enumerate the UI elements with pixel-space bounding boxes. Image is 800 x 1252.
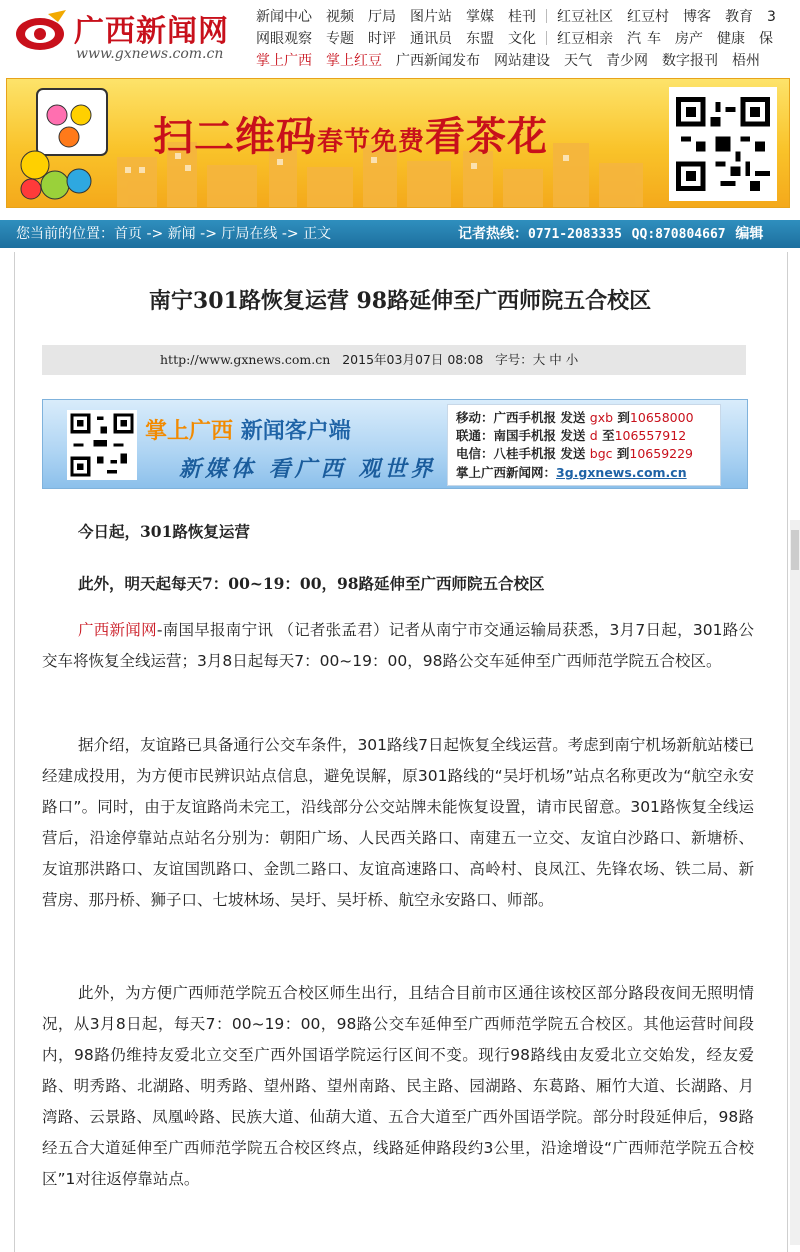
nav-link[interactable]: 青少网: [606, 53, 648, 69]
nav-link[interactable]: 红豆社区: [557, 9, 613, 25]
nav-link[interactable]: 掌媒: [466, 9, 494, 25]
nav-link[interactable]: 车: [647, 31, 661, 47]
breadcrumb-current: 正文: [303, 226, 332, 242]
nav-link[interactable]: 健康: [717, 31, 745, 47]
mobile-news-ad[interactable]: [42, 399, 748, 489]
hotline-number: 0771-2083335: [528, 227, 622, 242]
nav-link[interactable]: 数字报刊: [662, 53, 718, 69]
lead-line-1: 今日起，301路恢复运营: [78, 522, 250, 541]
nav-link[interactable]: 视频: [326, 9, 354, 25]
banner-title: 扫二维码春节免费看茶花: [153, 113, 549, 160]
nav-link-red[interactable]: 掌上红豆: [326, 53, 382, 69]
nav-row-1: [256, 6, 790, 28]
sms-line-mobile: 移动：广西手机报 发送 gxb 到10658000: [456, 410, 694, 425]
breadcrumb-bar: [0, 220, 800, 248]
nav-link[interactable]: 房产: [675, 31, 703, 47]
nav-link[interactable]: 博客: [683, 9, 711, 25]
nav-link[interactable]: 东盟: [466, 31, 494, 47]
nav-link[interactable]: 保: [759, 31, 773, 47]
nav-link-red[interactable]: 掌上广西: [256, 53, 312, 69]
scrollbar-thumb[interactable]: [791, 530, 799, 570]
breadcrumb-section[interactable]: 厅局在线: [221, 226, 278, 242]
logo-mark-icon: [14, 10, 72, 52]
nav-link[interactable]: 梧州: [732, 53, 760, 69]
nav-link[interactable]: 文化: [508, 31, 536, 47]
fontsize-medium[interactable]: 中: [549, 352, 562, 367]
logo-url: www.gxnews.com.cn: [76, 46, 224, 62]
nav-link[interactable]: 3: [767, 9, 776, 25]
sms-subscribe-panel: [447, 404, 721, 486]
paragraph-1: 广西新闻网-南国早报南宁讯 （记者张孟君）记者从南宁市交通运输局获悉，3月7日起，301路公交车将恢复全线运营；3月8日起每天7：00~19：00，98路公交车延伸至广西师范学院五合校区。: [42, 621, 754, 670]
lead-line-2: 此外，明天起每天7：00~19：00，98路延伸至广西师院五合校区: [78, 574, 545, 593]
scrollbar[interactable]: [790, 520, 800, 1245]
article-datetime: 2015年03月07日 08:08: [342, 352, 484, 367]
qr-code-icon: [67, 410, 137, 480]
site-header: [0, 0, 800, 75]
breadcrumb-separator: ->: [277, 226, 304, 242]
breadcrumb: [16, 220, 331, 248]
mobile-site-link[interactable]: 3g.gxnews.com.cn: [556, 465, 687, 480]
breadcrumb-label: 您当前的位置：: [16, 226, 114, 242]
article-title: 南宁301路恢复运营 98路延伸至广西师院五合校区: [148, 288, 652, 314]
sms-line-unicom: 联通：南国手机报 发送 d 至106557912: [456, 428, 687, 443]
nav-link[interactable]: 新闻中心: [256, 9, 312, 25]
nav-row-2: [256, 28, 787, 50]
breadcrumb-separator: ->: [195, 226, 222, 242]
nav-link[interactable]: 网站建设: [494, 53, 550, 69]
mobile-ad-slogan: 新媒体 看广西 观世界: [179, 456, 437, 482]
nav-link[interactable]: 天气: [564, 53, 592, 69]
sms-line-telecom: 电信：八桂手机报 发送 bgc 到10659229: [456, 446, 694, 461]
nav-link[interactable]: 汽: [627, 31, 641, 47]
reporter-hotline: 记者热线：0771-2083335 QQ:870804667 编辑: [458, 226, 764, 242]
cartoon-characters-icon: [17, 85, 117, 203]
logo-text: 广西新闻网: [74, 14, 229, 49]
mobile-ad-title: 掌上广西 新闻客户端: [145, 419, 351, 444]
nav-link[interactable]: 桂刊: [508, 9, 536, 25]
nav-link[interactable]: 通讯员: [410, 31, 452, 47]
nav-row-3: [256, 50, 774, 72]
nav-link[interactable]: 图片站: [410, 9, 452, 25]
fontsize-large[interactable]: 大: [532, 352, 546, 367]
fontsize-small[interactable]: 小: [565, 352, 579, 367]
qq-number: 870804667: [655, 227, 726, 242]
paragraph-3: 此外，为方便广西师范学院五合校区师生出行，且结合目前市区通往该校区部分路段夜间无照明情况，从3月8日起，每天7：00~19：00，98路公交车延伸至广西师范学院五合校区。其他运营时间段内，98路仍维持友爱北立交至广西外国语学院运行区间不变。现行98路线由友爱北立交始发，经友爱路、明秀路、北湖路、明秀路、望州路、望州南路、民主路、园湖路、东葛路、厢竹大道、长湖路、月湾路、云景路、凤凰岭路、民族大道、仙葫大道、五合大道至广西外国语学院。部分时段延伸后，98路经五合大道延伸至广西师范学院五合校区终点，线路延伸路段约3公里，沿途增设“广西师范学院五合校区”1对往返停靠站点。: [42, 984, 754, 1188]
nav-link[interactable]: 教育: [725, 9, 753, 25]
article-meta-bar: [42, 345, 746, 375]
nav-link[interactable]: 红豆村: [627, 9, 669, 25]
nav-divider: [546, 31, 547, 45]
breadcrumb-home[interactable]: 首页: [114, 226, 142, 242]
nav-link[interactable]: 专题: [326, 31, 354, 47]
nav-divider: [546, 9, 547, 23]
promo-banner[interactable]: [6, 78, 790, 208]
nav-link[interactable]: 红豆相亲: [557, 31, 613, 47]
site-logo[interactable]: [12, 4, 252, 70]
nav-link[interactable]: 时评: [368, 31, 396, 47]
fontsize-label: 字号：: [495, 352, 533, 367]
paragraph-2: 据介绍，友谊路已具备通行公交车条件，301路线7日起恢复全线运营。考虑到南宁机场新航站楼已经建成投用，为方便市民辨识站点信息，避免误解，原301路线的“吴圩机场”站点名称更改为“航空永安路口”。同时，由于友谊路尚未完工，沿线部分公交站牌未能恢复设置，请市民留意。301路恢复全线运营后，沿途停靠站点站名分别为：朝阳广场、人民西关路口、南建五一立交、友谊白沙路口、新塘桥、友谊那洪路口、友谊国凯路口、金凯二路口、友谊高速路口、高岭村、良凤江、先锋农场、铁二局、新营房、那丹桥、狮子口、七坡林场、吴圩、吴圩桥、航空永安路口、师部。: [42, 736, 754, 909]
article-url[interactable]: http://www.gxnews.com.cn: [160, 352, 331, 367]
nav-link[interactable]: 网眼观察: [256, 31, 312, 47]
source-link[interactable]: 广西新闻网: [78, 621, 157, 639]
breadcrumb-news[interactable]: 新闻: [167, 226, 196, 242]
qr-code-icon: [669, 87, 777, 201]
breadcrumb-separator: ->: [142, 226, 168, 242]
mobile-site-line: 掌上广西新闻网：3g.gxnews.com.cn: [456, 465, 687, 480]
nav-link[interactable]: 广西新闻发布: [396, 53, 480, 69]
nav-link[interactable]: 厅局: [368, 9, 396, 25]
